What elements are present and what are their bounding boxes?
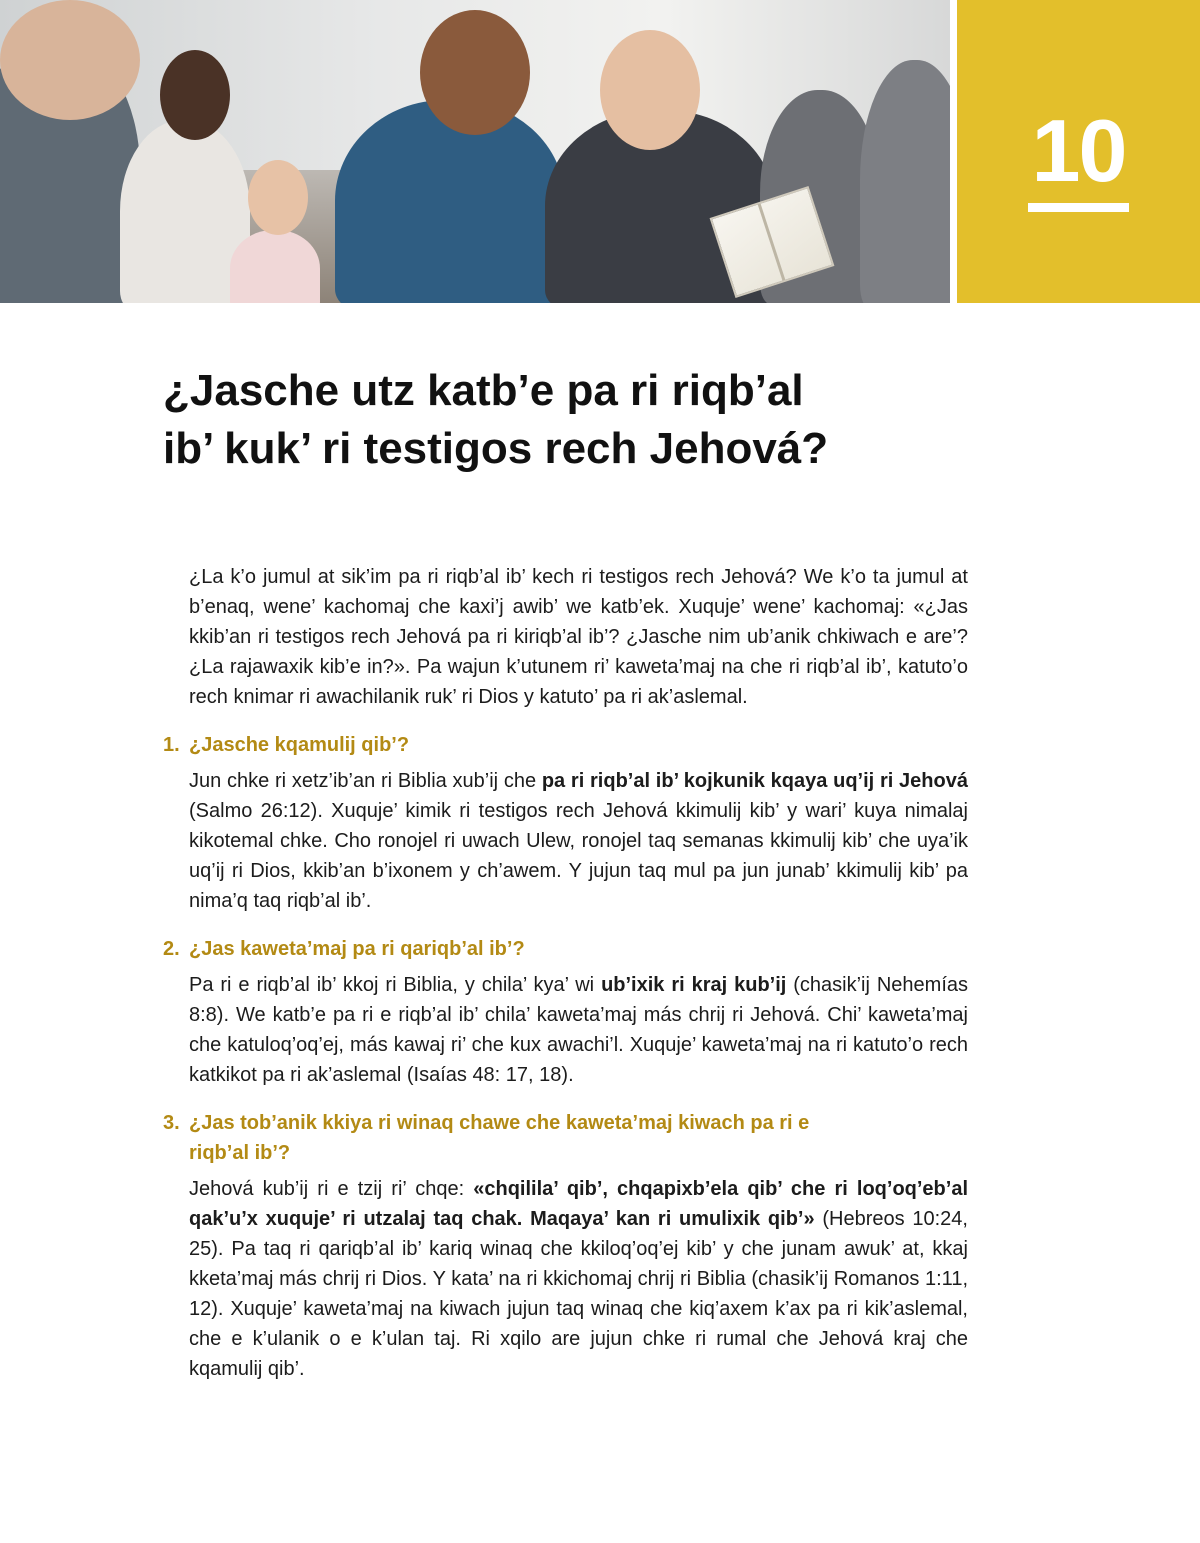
person-right-edge [860, 60, 950, 303]
answer-text: Jehová kub’ij ri e tzij ri’ chqe: [189, 1178, 474, 1200]
question-text: ¿Jasche kqamulij qib’? [189, 734, 410, 756]
question-text: ¿Jas tob’anik kkiya ri winaq chawe che kaweta’maj kiwach pa ri e riqb’al ib’? [189, 1112, 810, 1164]
answer-text: (Salmo 26:12). Xuquje’ kimik ri testigos rech Jehová kkimulij kib’ y wari’ kuya nimalaj kikotemal chke. Cho ronojel ri uwach Ulew, ronojel taq semanas kkimulij kib’ che uya’ik uq’ij ri Dios, kkib’an b’ixonem y ch’awem. Y jujun taq mul pa jun junab’ kkimulij kib’ pa nima’q taq riqb’al ib’. [189, 800, 968, 912]
chapter-number-block [957, 0, 1200, 303]
question-heading-3 [163, 1108, 968, 1168]
question-number: 1. [163, 734, 180, 756]
page-title: ¿Jasche utz katb’e pa ri riqb’al ib’ kuk’ ri testigos rech Jehová? [163, 366, 829, 473]
answer-emphasis: ub’ixik ri kraj kub’ij [601, 974, 787, 996]
question-heading-1 [163, 730, 968, 760]
person-head [600, 30, 700, 150]
answer-emphasis: pa ri riqb’al ib’ kojkunik kqaya uq’ij ri Jehová [541, 770, 968, 792]
person-man-sweater [335, 100, 565, 303]
answer-text: Pa ri e riqb’al ib’ kkoj ri Biblia, y chila’ kya’ wi [189, 974, 602, 996]
answer-text: (Hebreos 10:24, 25). Pa taq ri qariqb’al ib’ kariq winaq che kkiloq’oq’ej kib’ y che junam awuk’ at, kkaj kketa’maj más chrij ri Dios. Y kata’ na ri kkichomaj chrij ri Biblia (chasik’ij Romanos 1:11, 12). Xuquje’ kaweta’maj na kiwach jujun taq winaq che kiq’axem k’ax pa ri kik’aslemal, che e k’ulanik o e k’ulan taj. Ri xqilo are jujun chke ri rumal che Jehová kraj che kqamulij qib’. [189, 1208, 968, 1380]
person-head [160, 50, 230, 140]
answer-paragraph-1 [189, 766, 968, 916]
answer-text: Jun chke ri xetz’ib’an ri Biblia xub’ij che [189, 770, 542, 792]
chapter-underline [1028, 203, 1129, 212]
answer-paragraph-2 [189, 970, 968, 1090]
question-heading-2 [163, 934, 968, 964]
question-text: ¿Jas kaweta’maj pa ri qariqb’al ib’? [189, 938, 525, 960]
chapter-number: 10 [1031, 101, 1126, 200]
person-head [248, 160, 308, 235]
answer-paragraph-3 [189, 1174, 968, 1384]
lesson-body [163, 562, 968, 1384]
answer-text: (chasik’ij Nehemías 8:8). We katb’e pa ri e riqb’al ib’ chila’ kaweta’maj más chrij ri Jehová. Chi’ kaweta’maj che katuloq’oq’ej, más kawaj ri’ che kux awachi’l. Xuquje’ kaweta’maj na ri katuto’o rech katkikot pa ri ak’aslemal (Isaías 48: 17, 18). [189, 974, 969, 1086]
intro-paragraph: ¿La k’o jumul at sik’im pa ri riqb’al ib’ kech ri testigos rech Jehová? We k’o ta jumul at b’enaq, wene’ kachomaj che kaxi’j awib’ we katb’ek. Xuquje’ wene’ kachomaj: «¿Jas kkib’an ri testigos rech Jehová pa ri kiriqb’al ib’? ¿Jasche nim ub’anik chkiwach e are’? ¿La rajawaxik kib’e in?». Pa wajun k’utunem ri’ kaweta’maj na che ri riqb’al ib’, katuto’o rech knimar ri awachilanik ruk’ ri Dios y katuto’ pa ri ak’aslemal. [189, 566, 968, 708]
question-number: 3. [163, 1112, 180, 1134]
question-number: 2. [163, 938, 180, 960]
answer-emphasis: «chqilila’ qib’, chqapixb’ela qib’ che ri loq’oq’eb’al qak’u’x xuquje’ ri utzalaj taq chak. Maqaya’ kan ri umulixik qib’» [189, 1178, 969, 1230]
person-head [420, 10, 530, 135]
person-girl [230, 230, 320, 303]
header-photo [0, 0, 950, 303]
person-head [0, 0, 140, 120]
